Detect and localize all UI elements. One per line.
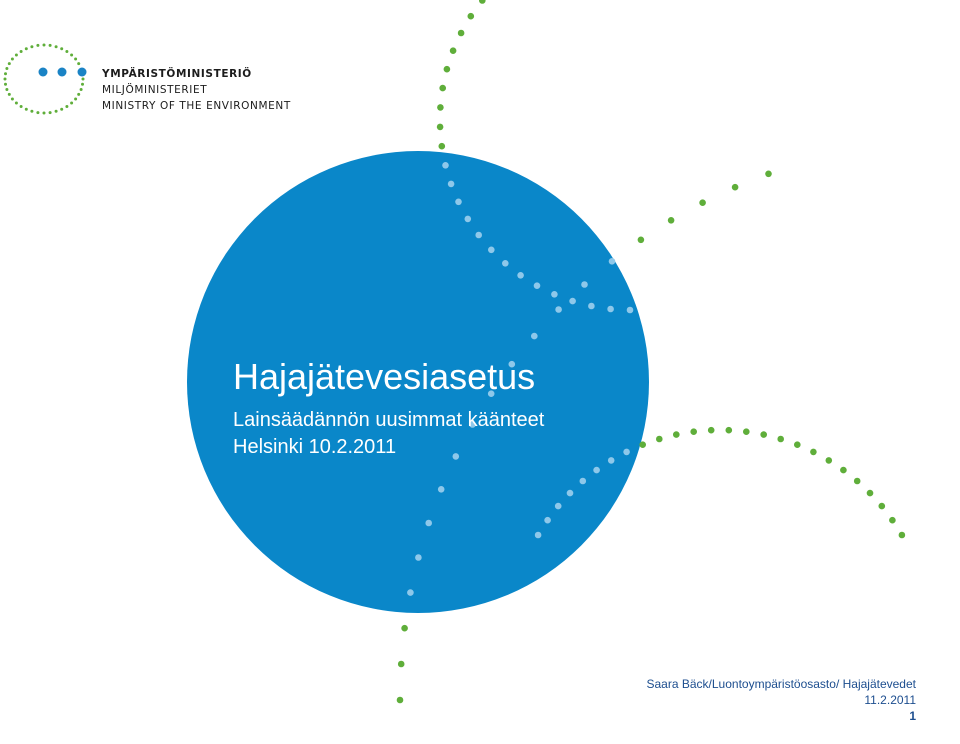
logo-ring-dot: [65, 105, 68, 108]
dot-arc-lower: [567, 490, 574, 497]
dot-arc-left: [699, 199, 706, 206]
dot-arc-upper: [488, 247, 495, 254]
dot-arc-lower: [810, 449, 817, 456]
dot-arc-upper: [439, 143, 446, 150]
dot-arc-left: [531, 333, 538, 340]
logo-ring-dot: [70, 54, 73, 57]
dot-arc-upper: [444, 66, 451, 73]
dot-arc-upper: [437, 124, 444, 131]
dot-arc-lower: [743, 428, 750, 435]
dot-arc-left: [415, 554, 422, 561]
logo-ring-dot: [74, 98, 77, 101]
dot-arc-left: [401, 625, 408, 632]
ministry-logo-text: [102, 66, 291, 114]
logo-ring-dot: [30, 45, 33, 48]
logo-ring-dot: [36, 111, 39, 114]
dot-arc-upper: [458, 30, 465, 37]
dot-arc-lower: [608, 457, 615, 464]
slide-subtitle: Lainsäädännön uusimmat käänteet: [233, 409, 545, 431]
dot-arc-upper: [455, 199, 462, 206]
dot-arc-lower: [867, 490, 874, 497]
logo-ring-dot: [5, 88, 8, 91]
dot-arc-upper: [569, 298, 576, 305]
dot-arc-lower: [580, 478, 587, 485]
dot-arc-left: [407, 589, 414, 596]
logo-line-english: MINISTRY OF THE ENVIRONMENT: [102, 100, 291, 112]
logo-ring-dot: [74, 58, 77, 61]
dot-arc-lower: [708, 427, 715, 434]
logo-ring-dot: [4, 72, 7, 75]
dot-arc-upper: [588, 303, 595, 310]
dot-arc-lower: [535, 532, 542, 539]
dot-arc-upper: [517, 272, 524, 279]
logo-line-finnish: YMPÄRISTÖMINISTERIÖ: [102, 68, 252, 80]
logo-ring-dot: [43, 44, 46, 47]
dot-arc-lower: [673, 431, 680, 438]
dot-arc-left: [765, 171, 772, 178]
logo-line-swedish: MILJÖMINISTERIET: [102, 84, 208, 96]
logo-ring-dot: [5, 67, 8, 70]
dot-arc-lower: [639, 441, 646, 448]
dot-arc-upper: [551, 291, 558, 298]
logo-ring-dot: [43, 112, 46, 115]
dot-arc-left: [438, 486, 445, 493]
logo-ring-dot: [55, 110, 58, 113]
logo-ring-dot: [4, 78, 7, 81]
dot-arc-lower: [794, 441, 801, 448]
logo-ring-dot: [49, 44, 52, 47]
logo-ring-dot: [25, 47, 28, 50]
dot-arc-upper: [475, 232, 482, 239]
dot-arc-lower: [777, 436, 784, 443]
logo-ring-dot: [49, 111, 52, 114]
dot-arc-upper: [627, 307, 634, 314]
logo-ring-dot: [20, 105, 23, 108]
dot-arc-lower: [840, 467, 847, 474]
logo-ring-dot: [60, 108, 63, 111]
dot-arc-upper: [442, 162, 449, 169]
logo-ring-dot: [8, 93, 11, 96]
logo-ring-dot: [77, 62, 80, 65]
dot-arc-upper: [502, 260, 509, 267]
logo-ring-dot: [55, 45, 58, 48]
logo-ring-dot: [60, 47, 63, 50]
dot-arc-left: [609, 258, 616, 265]
logo-ring-dot: [8, 62, 11, 65]
dot-arc-left: [397, 697, 404, 704]
dot-arc-upper: [465, 216, 472, 223]
dot-arc-lower: [690, 428, 697, 435]
dot-arc-left: [555, 306, 562, 313]
logo-ring-dot: [82, 78, 85, 81]
dot-arc-lower: [593, 467, 600, 474]
dot-arc-upper: [534, 282, 541, 289]
logo-ring-dot: [65, 50, 68, 53]
ministry-logo-icon: [4, 44, 87, 115]
dot-arc-upper: [479, 0, 486, 4]
logo-ring-dot: [11, 98, 14, 101]
logo-ring-dot: [70, 102, 73, 105]
dot-arc-lower: [826, 457, 833, 464]
dot-arc-upper: [439, 85, 446, 92]
footer-date: 11.2.2011: [864, 693, 916, 707]
dot-arc-upper: [468, 13, 475, 20]
logo-ring-dot: [36, 44, 39, 47]
dot-arc-upper: [450, 47, 457, 54]
dot-arc-lower: [889, 517, 896, 524]
title-block: [233, 355, 544, 460]
dot-arc-lower: [760, 431, 767, 438]
slide-place-date: Helsinki 10.2.2011: [233, 436, 397, 458]
dot-arc-lower: [555, 503, 562, 510]
dot-arc-lower: [544, 517, 551, 524]
logo-ring-dot: [77, 93, 80, 96]
dot-arc-lower: [899, 532, 906, 539]
page-number: 1: [909, 709, 916, 723]
dot-arc-lower: [656, 436, 663, 443]
dot-arc-left: [732, 184, 739, 191]
logo-ring-dot: [81, 83, 84, 86]
dot-arc-left: [668, 217, 675, 224]
dot-arc-upper: [607, 306, 614, 313]
dot-arc-lower: [854, 478, 861, 485]
dot-arc-lower: [726, 427, 733, 434]
logo-ring-dot: [15, 54, 18, 57]
dot-arc-left: [581, 281, 588, 288]
logo-ring-dot: [15, 102, 18, 105]
dot-arc-lower: [623, 449, 630, 456]
logo-ring-dot: [25, 108, 28, 111]
dot-arc-upper: [448, 181, 455, 188]
logo-ring-dot: [80, 88, 83, 91]
logo-ring-dot: [20, 50, 23, 53]
dot-arc-upper: [437, 104, 444, 111]
footer-author: Saara Bäck/Luontoympäristöosasto/ Hajajätevedet: [646, 677, 916, 691]
logo-ring-dot: [30, 110, 33, 113]
dot-arc-left: [638, 237, 645, 244]
logo-ring-dot: [4, 83, 7, 86]
slide-title: Hajajätevesiasetus: [233, 356, 536, 397]
logo-ring-dot: [11, 58, 14, 61]
dot-arc-left: [425, 520, 432, 527]
dot-arc-lower: [879, 503, 886, 510]
dot-arc-left: [398, 661, 405, 668]
slide-footer: [647, 676, 917, 724]
